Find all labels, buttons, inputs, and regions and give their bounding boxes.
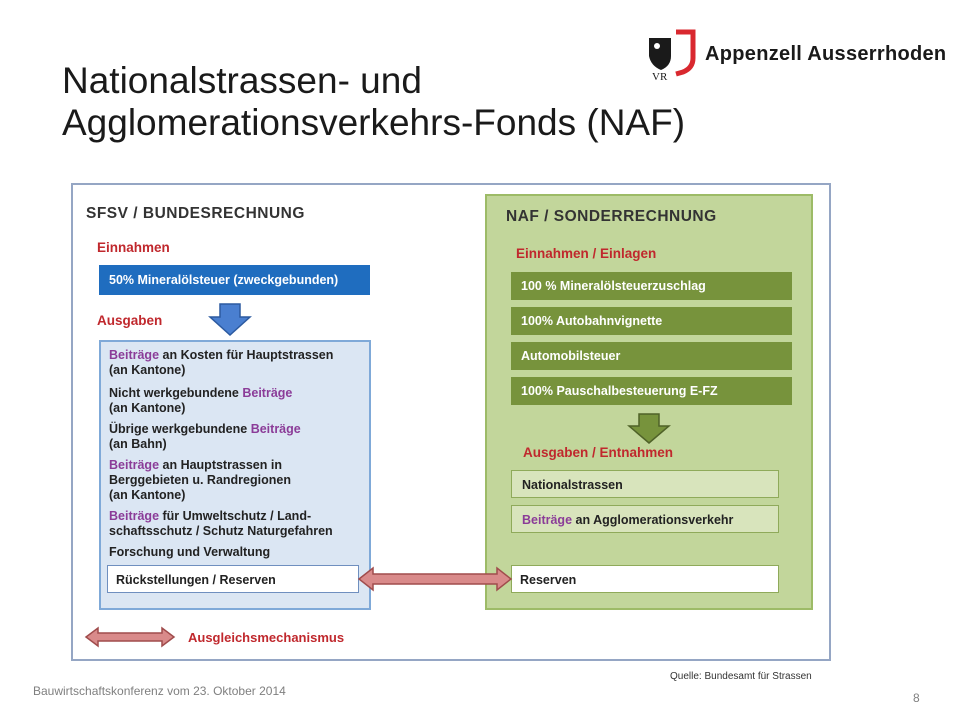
left-income-box: 50% Mineralölsteuer (zweckgebunden) (99, 265, 370, 295)
legend-label: Ausgleichsmechanismus (188, 630, 345, 645)
item-2-pre: Nicht werkgebundene (109, 386, 243, 400)
item-5-rest: für Umweltschutz / Land- (159, 509, 312, 523)
left-reserve-box: Rückstellungen / Reserven (107, 565, 359, 593)
expense-item-5 (109, 509, 333, 539)
expense-item-1 (109, 348, 333, 378)
expense-item-6 (109, 545, 270, 560)
footer-text: Bauwirtschaftskonferenz vom 23. Oktober 2014 (33, 684, 286, 698)
item-1-rest: an Kosten für Hauptstrassen (159, 348, 334, 362)
item-4-line3: (an Kantone) (109, 488, 186, 502)
right-expense-item-1: Nationalstrassen (511, 470, 779, 498)
expense-item-4 (109, 458, 291, 503)
item-5-purple: Beiträge (109, 509, 160, 523)
title-line-1: Nationalstrassen- und (62, 60, 422, 101)
logo-letters: VR (652, 71, 668, 83)
right-income-item-2: 100% Autobahnvignette (511, 307, 792, 335)
left-heading: SFSV / BUNDESRECHNUNG (86, 205, 305, 222)
logo-text: Appenzell Ausserrhoden (705, 43, 947, 65)
expense-item-2 (109, 386, 292, 416)
item-3-pre: Übrige werkgebundene (109, 422, 251, 436)
right-heading: NAF / SONDERRECHNUNG (506, 208, 717, 225)
item-2-purple: Beiträge (242, 386, 293, 400)
item-3-line2: (an Bahn) (109, 437, 167, 451)
expense-item-2-rest: an Agglomerationsverkehr (572, 513, 734, 527)
right-income-label: Einnahmen / Einlagen (516, 246, 657, 261)
legend-double-arrow (84, 626, 176, 648)
item-4-purple: Beiträge (109, 458, 160, 472)
item-5-line2: schaftsschutz / Schutz Naturgefahren (109, 524, 333, 538)
item-4-rest: an Hauptstrassen in (159, 458, 282, 472)
item-6-rest: Forschung und Verwaltung (109, 545, 271, 559)
blue-down-arrow (208, 303, 252, 337)
reserve-double-arrow (357, 566, 513, 592)
green-down-arrow (627, 413, 671, 445)
right-reserve-box: Reserven (511, 565, 779, 593)
title-line-2: Agglomerationsverkehrs-Fonds (NAF) (62, 102, 686, 143)
item-2-line2: (an Kantone) (109, 401, 186, 415)
left-expense-label: Ausgaben (97, 313, 163, 328)
item-4-line2: Berggebieten u. Randregionen (109, 473, 291, 487)
right-income-item-1: 100 % Mineralölsteuerzuschlag (511, 272, 792, 300)
right-expense-item-2 (511, 505, 779, 533)
left-income-label: Einnahmen (97, 240, 170, 255)
expense-item-2-purple: Beiträge (522, 513, 573, 527)
item-3-purple: Beiträge (250, 422, 301, 436)
source-note: Quelle: Bundesamt für Strassen (670, 671, 812, 682)
right-income-item-4: 100% Pauschalbesteuerung E-FZ (511, 377, 792, 405)
expense-item-3 (109, 422, 301, 452)
item-1-line2: (an Kantone) (109, 363, 186, 377)
page-title (62, 60, 685, 144)
right-expense-label: Ausgaben / Entnahmen (523, 445, 674, 460)
page-number: 8 (913, 691, 920, 705)
item-1-purple: Beiträge (109, 348, 160, 362)
right-income-item-3: Automobilsteuer (511, 342, 792, 370)
